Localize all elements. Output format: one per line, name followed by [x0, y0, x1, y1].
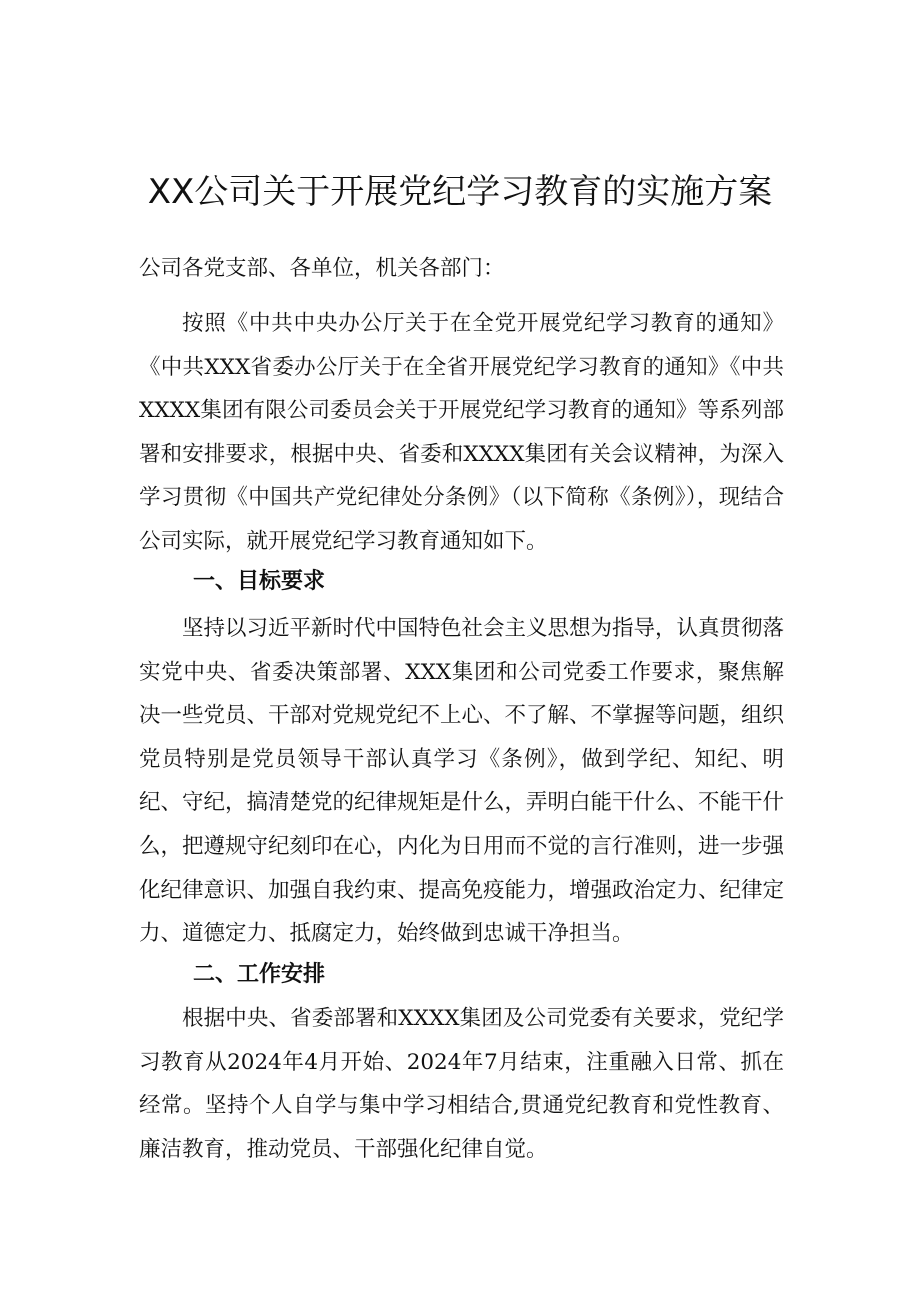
section-heading-arrangement: 二、工作安排 — [193, 962, 326, 987]
intro-paragraph: 按照《中共中央办公厅关于在全党开展党纪学习教育的通知》《中共XXX省委办公厅关于在全省开展党纪学习教育的通知》《中共XXXX集团有限公司委员会关于开展党纪学习教育的通知》等系列部署和安排要求，根据中央、省委和XXXX集团有关会议精神，为深入学习贯彻《中国共产党纪律处分条例》（以下简称《条例》），现结合公司实际，就开展党纪学习教育通知如下。 — [139, 311, 784, 554]
document-title: XX公司关于开展党纪学习教育的实施方案 — [147, 172, 773, 212]
section-heading-goals: 一、目标要求 — [193, 569, 326, 594]
salutation: 公司各党支部、各单位，机关各部门： — [139, 256, 505, 281]
section-text-arrangement: 根据中央、省委部署和XXXX集团及公司党委有关要求，党纪学习教育从2024年4月开始、2024年7月结束，注重融入日常、抓在经常。坚持个人自学与集中学习相结合,贯通党纪教育和党性教育、廉洁教育，推动党员、干部强化纪律自觉。 — [139, 1006, 784, 1162]
section-text-goals: 坚持以习近平新时代中国特色社会主义思想为指导，认真贯彻落实党中央、省委决策部署、XXX集团和公司党委工作要求，聚焦解决一些党员、干部对党规党纪不上心、不了解、不掌握等问题，组织党员特别是党员领导干部认真学习《条例》，做到学纪、知纪、明纪、守纪，搞清楚党的纪律规矩是什么，弄明白能干什么、不能干什么，把遵规守纪刻印在心，内化为日用而不觉的言行准则，进一步强化纪律意识、加强自我约束、提高免疫能力，增强政治定力、纪律定力、道德定力、抵腐定力，始终做到忠诚干净担当。 — [139, 616, 785, 947]
